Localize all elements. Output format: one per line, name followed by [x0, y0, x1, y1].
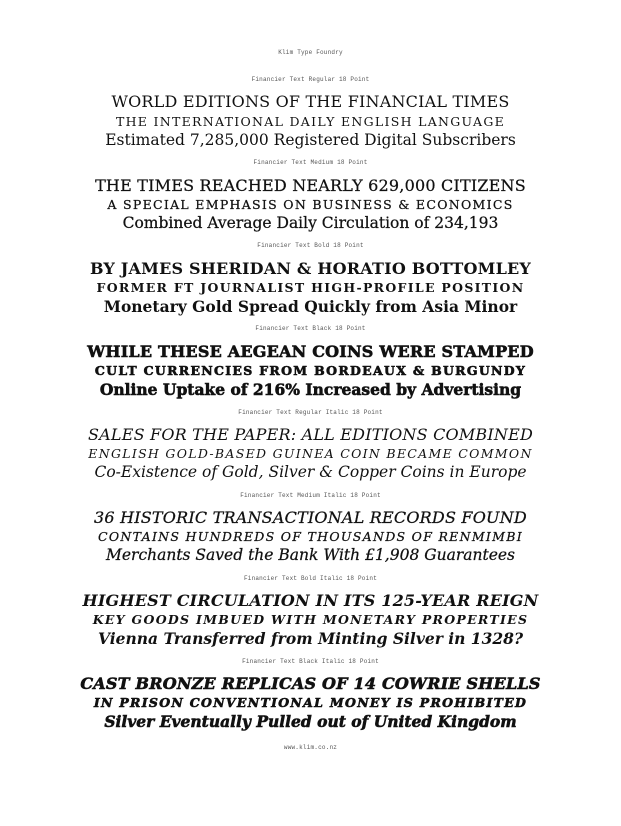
specimen-label: Financier Text Regular 18 Point — [251, 76, 370, 83]
specimen-label: Financier Text Regular Italic 18 Point — [238, 409, 383, 416]
specimen-line-mixed: Silver Eventually Pulled out of United Kingdom — [104, 712, 517, 731]
specimen-line-caps: FORMER FT JOURNALIST HIGH-PROFILE POSITION — [96, 280, 525, 295]
specimen-line-mixed: Monetary Gold Spread Quickly from Asia Minor — [103, 297, 518, 316]
specimen-line-mixed: Online Uptake of 216% Increased by Advertising — [99, 380, 522, 399]
specimen-line-caps: THE INTERNATIONAL DAILY ENGLISH LANGUAGE — [115, 114, 506, 129]
specimen-label: Financier Text Bold Italic 18 Point — [243, 575, 378, 582]
specimen-line-headline: HIGHEST CIRCULATION IN ITS 125-YEAR REIGN — [82, 591, 539, 610]
specimen-line-headline: CAST BRONZE REPLICAS OF 14 COWRIE SHELLS — [80, 674, 541, 693]
specimen-line-mixed: Vienna Transferred from Minting Silver in 1328? — [97, 629, 524, 648]
specimen-line-headline: WORLD EDITIONS OF THE FINANCIAL TIMES — [111, 92, 510, 111]
specimen-line-caps: ENGLISH GOLD-BASED GUINEA COIN BECAME COMMON — [88, 446, 533, 461]
specimen-label: Financier Text Medium Italic 18 Point — [240, 492, 381, 499]
specimen-label: Financier Text Bold 18 Point — [257, 242, 364, 249]
specimen-line-mixed: Co-Existence of Gold, Silver & Copper Coins in Europe — [94, 463, 527, 481]
specimen-label: Financier Text Black Italic 18 Point — [242, 658, 379, 665]
specimen-line-caps: KEY GOODS IMBUED WITH MONETARY PROPERTIES — [92, 612, 529, 627]
specimen-label: Financier Text Medium 18 Point — [253, 159, 368, 166]
specimen-line-headline: BY JAMES SHERIDAN & HORATIO BOTTOMLEY — [89, 259, 532, 278]
specimen-line-headline: WHILE THESE AEGEAN COINS WERE STAMPED — [87, 342, 534, 361]
foundry-header: Klim Type Foundry — [278, 49, 343, 56]
specimen-line-caps: A SPECIAL EMPHASIS ON BUSINESS & ECONOMICS — [107, 197, 514, 212]
specimen-label: Financier Text Black 18 Point — [255, 325, 366, 332]
specimen-line-caps: CONTAINS HUNDREDS OF THOUSANDS OF RENMIMBI — [98, 529, 523, 544]
specimen-line-headline: SALES FOR THE PAPER: ALL EDITIONS COMBINED — [87, 425, 534, 444]
foundry-url: www.klim.co.nz — [283, 744, 338, 751]
specimen-line-headline: THE TIMES REACHED NEARLY 629,000 CITIZENS — [95, 176, 526, 195]
specimen-line-mixed: Merchants Saved the Bank With £1,908 Guarantees — [105, 546, 516, 564]
specimen-line-caps: IN PRISON CONVENTIONAL MONEY IS PROHIBITED — [93, 695, 528, 710]
specimen-line-mixed: Combined Average Daily Circulation of 234,193 — [122, 214, 499, 232]
specimen-line-caps: CULT CURRENCIES FROM BORDEAUX & BURGUNDY — [94, 363, 527, 378]
specimen-line-headline: 36 HISTORIC TRANSACTIONAL RECORDS FOUND — [94, 508, 527, 527]
specimen-line-mixed: Estimated 7,285,000 Registered Digital Subscribers — [105, 131, 516, 149]
